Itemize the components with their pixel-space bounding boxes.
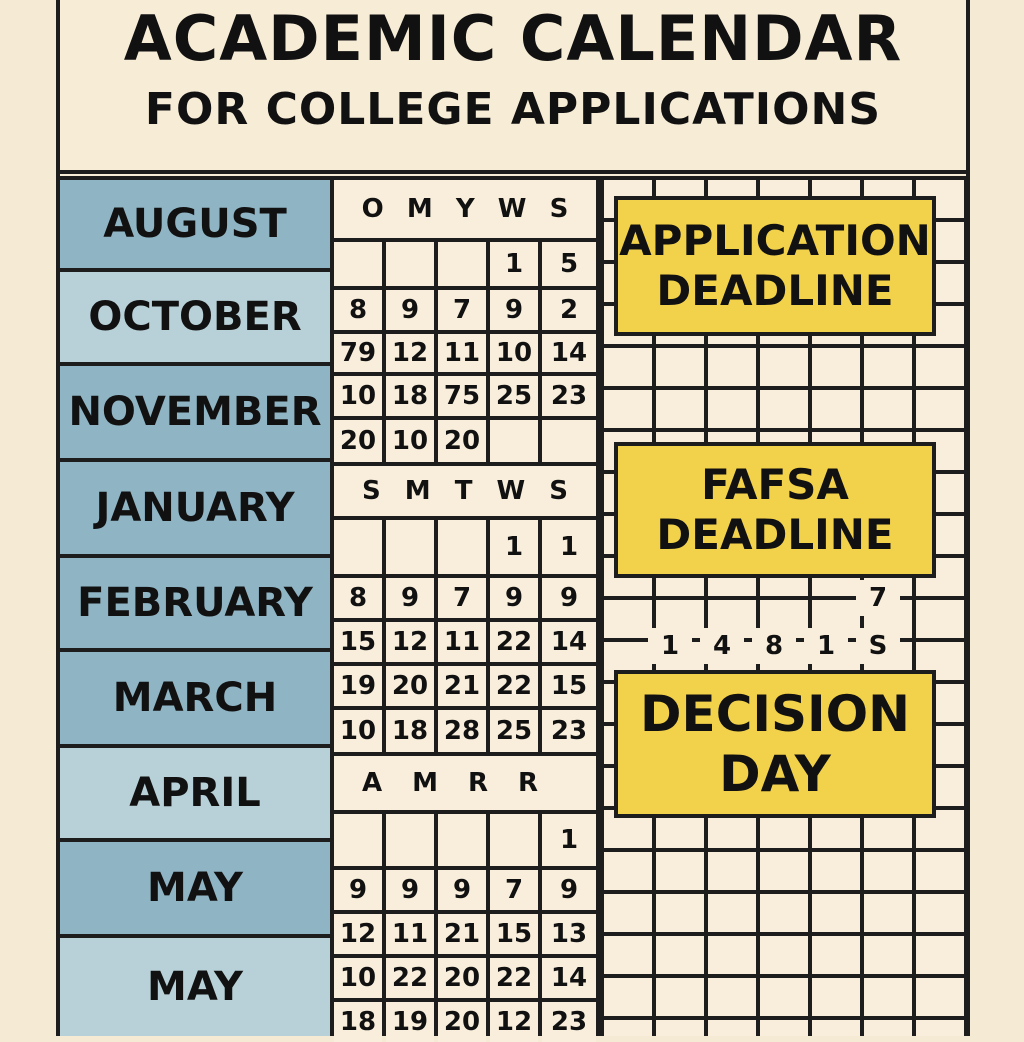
- day-cell: 7: [490, 870, 538, 910]
- day-cell: 9: [542, 578, 596, 618]
- event-title: FAFSA: [701, 459, 849, 509]
- month-label: APRIL: [60, 744, 330, 838]
- day-cell: 23: [542, 376, 596, 416]
- day-cell: 8: [334, 290, 382, 330]
- day-cell: 12: [386, 334, 434, 372]
- day-cell: 7: [438, 578, 486, 618]
- day-cell: [490, 420, 538, 462]
- day-cell: [334, 814, 382, 866]
- event-subtitle: DEADLINE: [656, 266, 894, 315]
- day-cell: 10: [334, 958, 382, 998]
- weekday-header: [334, 756, 596, 810]
- day-cell: 10: [386, 420, 434, 462]
- month-label: JANUARY: [60, 458, 330, 554]
- day-cell: 9: [386, 290, 434, 330]
- day-cell: 22: [490, 958, 538, 998]
- day-cell: 9: [490, 578, 538, 618]
- day-cell: 12: [386, 622, 434, 662]
- day-cell: 1: [542, 814, 596, 866]
- weekday-label: W: [497, 194, 527, 224]
- day-cell: 8: [334, 578, 382, 618]
- day-cell: 9: [386, 870, 434, 910]
- grid-number: 4: [700, 628, 744, 664]
- month-label: AUGUST: [60, 176, 330, 268]
- grid-number: 1: [648, 628, 692, 664]
- day-cell: [490, 814, 538, 866]
- event-fafsa-deadline: [614, 442, 936, 578]
- day-cell: [542, 420, 596, 462]
- day-cell: 9: [386, 578, 434, 618]
- weekday-label: W: [496, 476, 526, 506]
- day-cell: 18: [386, 710, 434, 752]
- day-cell: 25: [490, 376, 538, 416]
- day-cell: 20: [438, 958, 486, 998]
- weekday-label: M: [406, 194, 433, 224]
- day-cell: 7: [438, 290, 486, 330]
- page-title: ACADEMIC CALENDAR: [123, 2, 903, 75]
- weekday-label: A: [362, 768, 383, 798]
- day-cell: 1: [542, 520, 596, 574]
- days-column: [330, 176, 600, 1036]
- month-label: OCTOBER: [60, 268, 330, 362]
- day-cell: 1: [490, 520, 538, 574]
- day-cell: 12: [334, 914, 382, 954]
- day-cell: 11: [438, 334, 486, 372]
- day-cell: 28: [438, 710, 486, 752]
- day-cell: 9: [438, 870, 486, 910]
- day-cell: [334, 242, 382, 286]
- day-cell: 10: [334, 376, 382, 416]
- day-cell: 11: [386, 914, 434, 954]
- day-cell: 22: [490, 622, 538, 662]
- weekday-label: O: [361, 194, 384, 224]
- page-subtitle: FOR COLLEGE APPLICATIONS: [144, 84, 882, 135]
- day-cell: 1: [490, 242, 538, 286]
- weekday-label: M: [404, 476, 431, 506]
- day-cell: [386, 814, 434, 866]
- month-column: [60, 176, 330, 1036]
- day-cell: [386, 520, 434, 574]
- day-cell: [334, 520, 382, 574]
- weekday-label: S: [362, 476, 381, 506]
- grid-number: 7: [856, 580, 900, 616]
- weekday-label: M: [412, 768, 438, 798]
- grid-number: S: [856, 628, 900, 664]
- event-title: DECISION: [640, 685, 910, 743]
- day-cell: [386, 242, 434, 286]
- day-cell: 15: [490, 914, 538, 954]
- day-cell: 9: [334, 870, 382, 910]
- grid-number: 1: [804, 628, 848, 664]
- day-cell: 19: [386, 1002, 434, 1042]
- day-cell: 23: [542, 710, 596, 752]
- day-cell: 5: [542, 242, 596, 286]
- day-cell: 14: [542, 334, 596, 372]
- day-cell: 15: [334, 622, 382, 662]
- month-label: FEBRUARY: [60, 554, 330, 648]
- day-cell: 13: [542, 914, 596, 954]
- day-cell: 9: [542, 870, 596, 910]
- day-cell: 21: [438, 914, 486, 954]
- month-label: NOVEMBER: [60, 362, 330, 458]
- day-cell: 18: [334, 1002, 382, 1042]
- weekday-label: S: [549, 476, 568, 506]
- day-cell: 18: [386, 376, 434, 416]
- day-cell: 23: [542, 1002, 596, 1042]
- day-cell: 2: [542, 290, 596, 330]
- weekday-label: T: [454, 476, 473, 506]
- weekday-label: R: [468, 768, 489, 798]
- event-title: APPLICATION: [619, 215, 931, 265]
- day-cell: 20: [438, 420, 486, 462]
- day-cell: 22: [490, 666, 538, 706]
- day-cell: 11: [438, 622, 486, 662]
- day-cell: 22: [386, 958, 434, 998]
- event-decision-day: [614, 670, 936, 818]
- day-cell: 20: [334, 420, 382, 462]
- day-cell: 21: [438, 666, 486, 706]
- month-label: MAY: [60, 838, 330, 934]
- weekday-label: S: [549, 194, 569, 224]
- day-cell: [438, 242, 486, 286]
- day-cell: [438, 520, 486, 574]
- month-label: MARCH: [60, 648, 330, 744]
- day-cell: 12: [490, 1002, 538, 1042]
- weekday-header: [334, 180, 596, 238]
- day-cell: 25: [490, 710, 538, 752]
- grid-number: 8: [752, 628, 796, 664]
- day-cell: 75: [438, 376, 486, 416]
- day-cell: 79: [334, 334, 382, 372]
- day-cell: 10: [490, 334, 538, 372]
- event-subtitle: DEADLINE: [656, 510, 894, 559]
- month-label: MAY: [60, 934, 330, 1036]
- weekday-header: [334, 466, 596, 516]
- day-cell: 14: [542, 958, 596, 998]
- day-cell: 10: [334, 710, 382, 752]
- day-cell: [438, 814, 486, 866]
- day-cell: 20: [438, 1002, 486, 1042]
- day-cell: 9: [490, 290, 538, 330]
- event-subtitle: DAY: [719, 745, 831, 803]
- weekday-label: Y: [455, 194, 475, 224]
- event-application-deadline: [614, 196, 936, 336]
- day-cell: 19: [334, 666, 382, 706]
- day-cell: 20: [386, 666, 434, 706]
- title-box: [60, 0, 966, 174]
- day-cell: 15: [542, 666, 596, 706]
- weekday-label: R: [518, 768, 539, 798]
- day-cell: 14: [542, 622, 596, 662]
